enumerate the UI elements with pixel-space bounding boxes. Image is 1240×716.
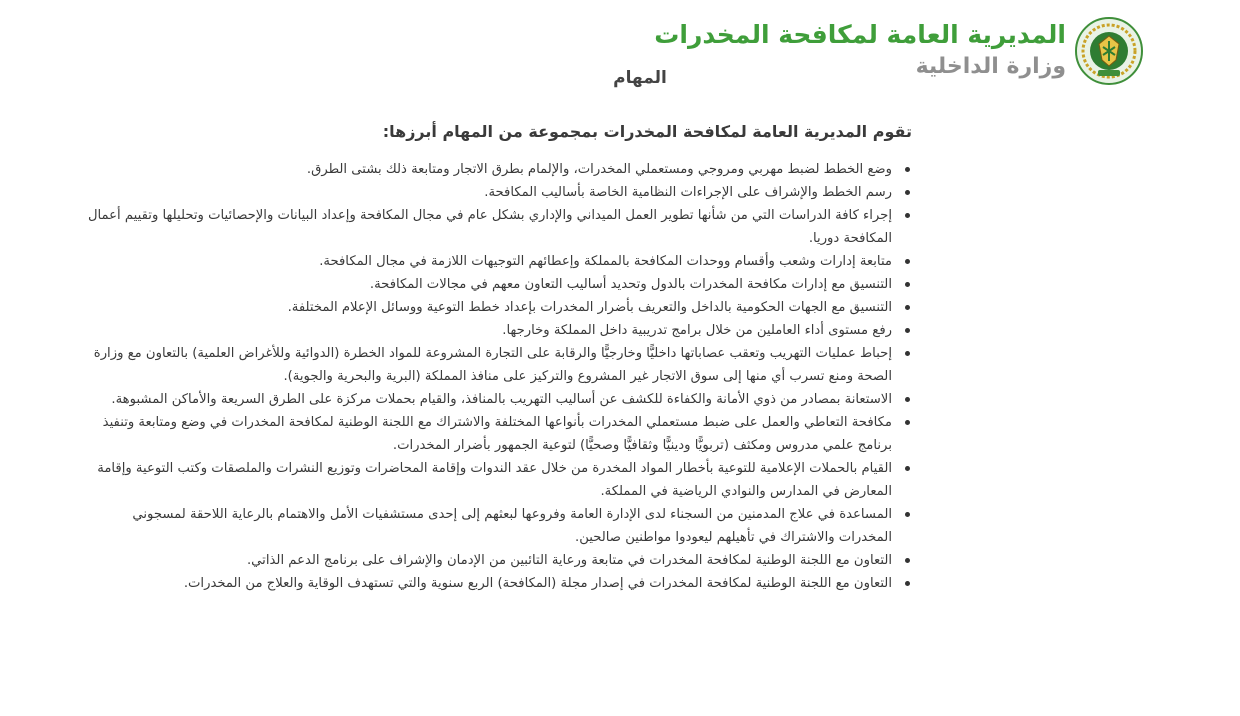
list-item: وضع الخطط لضبط مهربي ومروجي ومستعملي المخدرات، والإلمام بطرق الاتجار ومتابعة ذلك بشتى الطرق. <box>82 158 892 181</box>
emblem-icon <box>1074 14 1144 88</box>
list-item: إجراء كافة الدراسات التي من شأنها تطوير العمل الميداني والإداري بشكل عام في مجال المكافحة وإعداد البيانات والإحصائيات وتحليلها وتقييم أعمال المكافحة دوريا. <box>82 204 892 250</box>
list-item: القيام بالحملات الإعلامية للتوعية بأخطار المواد المخدرة من خلال عقد الندوات وإقامة المحاضرات وتوزيع النشرات والملصقات وكتب التوعية وإقامة المعارض في المدارس والنوادي الرياضية في المملكة. <box>82 457 892 503</box>
list-item: رسم الخطط والإشراف على الإجراءات النظامية الخاصة بأساليب المكافحة. <box>82 181 892 204</box>
list-item: الاستعانة بمصادر من ذوي الأمانة والكفاءة للكشف عن أساليب التهريب بالمنافذ، والقيام بحملات مركزة على الطرق السريعة والأماكن المشبوهة. <box>82 388 892 411</box>
list-item: المساعدة في علاج المدمنين من السجناء لدى الإدارة العامة وفروعها لبعثهم إلى إحدى مستشفيات الأمل والاهتمام بالرعاية اللاحقة لمسجوني المخدرات والاشتراك في تأهيلهم ليعودوا مواطنين صالحين. <box>82 503 892 549</box>
list-item: التعاون مع اللجنة الوطنية لمكافحة المخدرات في إصدار مجلة (المكافحة) الربع سنوية والتي تستهدف الوقاية والعلاج من المخدرات. <box>0 572 892 595</box>
list-item: التعاون مع اللجنة الوطنية لمكافحة المخدرات في متابعة ورعاية التائبين من الإدمان والإشراف على برنامج الدعم الذاتي. <box>0 549 892 572</box>
list-item: متابعة إدارات وشعب وأقسام ووحدات المكافحة بالمملكة وإعطائهم التوجيهات اللازمة في مجال المكافحة. <box>82 250 892 273</box>
list-item: التنسيق مع إدارات مكافحة المخدرات بالدول وتحديد أساليب التعاون معهم في مجالات المكافحة. <box>82 273 892 296</box>
list-item: إحباط عمليات التهريب وتعقب عصاباتها داخليًّا وخارجيًّا والرقابة على التجارة المشروعة للمواد الخطرة (الدوائية وللأغراض العلمية) بالتعاون مع وزارة الصحة ومنع تسرب أي منها إلى سوق الاتجار غير المشروع والتركيز على منافذ المملكة (البرية والبحرية والجوية). <box>82 342 892 388</box>
intro-text: تقوم المديرية العامة لمكافحة المخدرات بمجموعة من المهام أبرزها: <box>382 122 912 141</box>
list-item: رفع مستوى أداء العاملين من خلال برامج تدريبية داخل المملكة وخارجها. <box>82 319 892 342</box>
org-title: المديرية العامة لمكافحة المخدرات <box>654 20 1066 49</box>
site-header <box>654 14 1144 90</box>
list-item: مكافحة التعاطي والعمل على ضبط مستعملي المخدرات بأنواعها المختلفة والاشتراك مع اللجنة الوطنية لمكافحة المخدرات في وضع ومتابعة وتنفيذ برنامج علمي مدروس ومكثف (تربويًّا ودينيًّا وثقافيًّا وصحيًّا) لتوعية الجمهور بأضرار المخدرات. <box>82 411 892 457</box>
ministry-name: وزارة الداخلية <box>915 54 1066 79</box>
tasks-list <box>82 158 912 595</box>
page-title: المهام <box>613 68 667 88</box>
list-item: التنسيق مع الجهات الحكومية بالداخل والتعريف بأضرار المخدرات بإعداد خطط التوعية ووسائل الإعلام المختلفة. <box>82 296 892 319</box>
